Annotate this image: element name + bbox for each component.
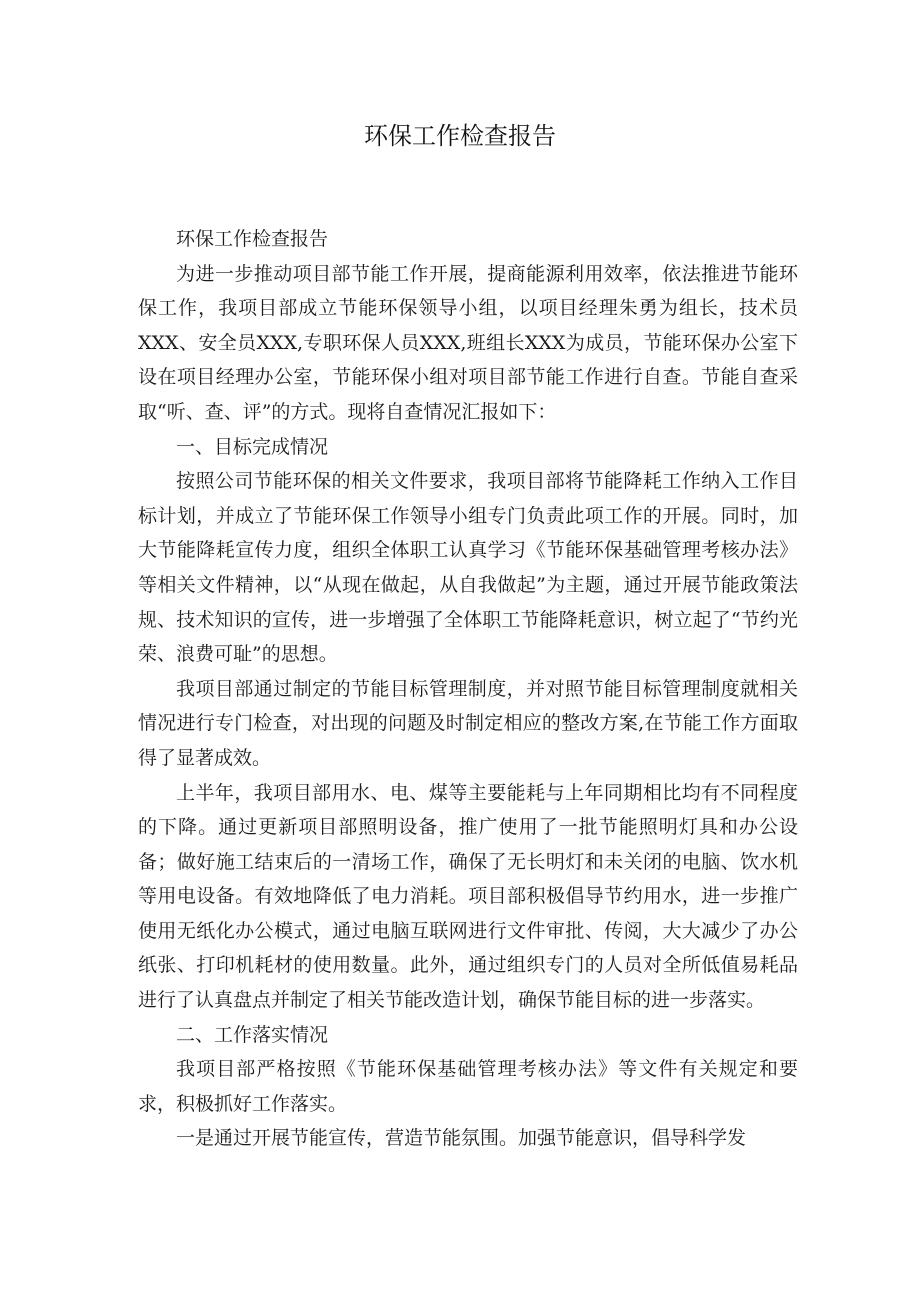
document-title: 环保工作检查报告 [364, 122, 556, 150]
goals-paragraph-1: 按照公司节能环保的相关文件要求，我项目部将节能降耗工作纳入工作目标计划，并成立了节能环保工作领导小组专门负责此项工作的开展。同时，加大节能降耗宣传力度，组织全体职工认真学习《节能环保基础管理考核办法》等相关文件精神，以“从现在做起，从自我做起”为主题，通过开展节能政策法规、技术知识的宣传，进一步增强了全体职工节能降耗意识，树立起了“节约光荣、浪费可耻”的思想。 [138, 470, 798, 666]
document-body [138, 222, 798, 1156]
intro-paragraph: 为进一步推动项目部节能工作开展，提商能源利用效率，依法推进节能环保工作，我项目部成立节能环保领导小组，以项目经理朱勇为组长，技术员XXX、安全员XXX,专职环保人员XXX,班组长XXX为成员，节能环保办公室下设在项目经理办公室，节能环保小组对项目部节能工作进行自查。节能自查采取“听、查、评”的方式。现将自查情况汇报如下： [138, 262, 798, 423]
implementation-paragraph-1: 我项目部严格按照《节能环保基础管理考核办法》等文件有关规定和要求，积极抓好工作落实。 [138, 1058, 798, 1115]
implementation-paragraph-2: 一是通过开展节能宣传，营造节能氛围。加强节能意识，倡导科学发 [176, 1127, 747, 1150]
goals-paragraph-2: 我项目部通过制定的节能目标管理制度，并对照节能目标管理制度就相关情况进行专门检查，对出现的问题及时制定相应的整改方案,在节能工作方面取得了显著成效。 [138, 677, 798, 769]
section-heading-goals: 一、目标完成情况 [176, 435, 329, 458]
body-heading-repeat: 环保工作检查报告 [176, 228, 329, 250]
goals-paragraph-3: 上半年，我项目部用水、电、煤等主要能耗与上年同期相比均有不同程度的下降。通过更新项目部照明设备，推广使用了一批节能照明灯具和办公设备；做好施工结束后的一清场工作，确保了无长明灯和未关闭的电脑、饮水机等用电设备。有效地降低了电力消耗。项目部积极倡导节约用水，进一步推广使用无纸化办公模式，通过电脑互联网进行文件审批、传阅，大大减少了办公纸张、打印机耗材的使用数量。此外，通过组织专门的人员对全所低值易耗品进行了认真盘点并制定了相关节能改造计划，确保节能目标的进一步落实。 [138, 781, 798, 1012]
section-heading-implementation: 二、工作落实情况 [176, 1023, 329, 1046]
